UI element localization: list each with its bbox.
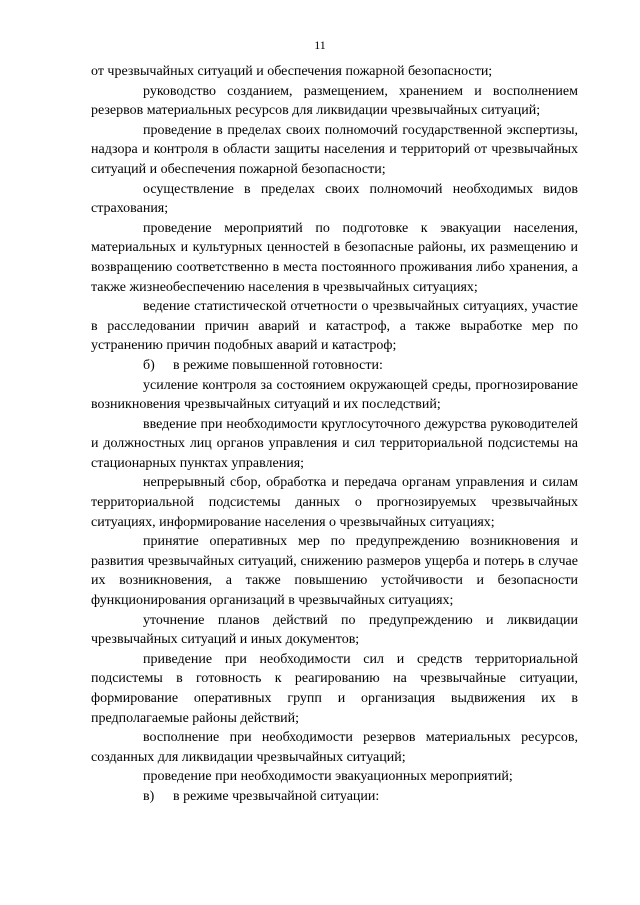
paragraph: от чрезвычайных ситуаций и обеспечения пожарной безопасности; (91, 64, 493, 79)
document-body (91, 62, 578, 807)
page-number: 11 (314, 38, 326, 52)
paragraph: проведение мероприятий по подготовке к эвакуации населения, материальных и культурных ценностей в безопасные районы, их размещению и возвращению соответственно в места постоянного проживания либо хранения, а также жизнеобеспечению населения в чрезвычайных ситуациях; (91, 220, 578, 295)
paragraph: принятие оперативных мер по предупреждению возникновения и развития чрезвычайных ситуаций, снижению размеров ущерба и потерь в случае их возникновения, а также повышению устойчивости и безопасности функционирования организаций в чрезвычайных ситуациях; (91, 534, 578, 609)
list-item-b (91, 356, 578, 376)
paragraph: ведение статистической отчетности о чрезвычайных ситуациях, участие в расследовании причин аварий и катастроф, а также выработке мер по устранению причин подобных аварий и катастроф; (91, 299, 578, 354)
list-item-text: в режиме чрезвычайной ситуации: (173, 788, 380, 804)
list-item-text: в режиме повышенной готовности: (173, 357, 383, 373)
list-marker: б) (143, 357, 155, 373)
paragraph: осуществление в пределах своих полномочий необходимых видов страхования; (91, 181, 578, 217)
list-marker: в) (143, 788, 155, 804)
paragraph: проведение при необходимости эвакуационных мероприятий; (143, 769, 513, 785)
list-item-v (91, 787, 578, 807)
paragraph: усиление контроля за состоянием окружающей среды, прогнозирование возникновения чрезвычайных ситуаций и их последствий; (91, 377, 578, 413)
paragraph: приведение при необходимости сил и средств территориальной подсистемы в готовность к реагированию на чрезвычайные ситуации, формирование оперативных групп и организация выдвижения их в предполагаемые районы действий; (91, 651, 578, 726)
paragraph: введение при необходимости круглосуточного дежурства руководителей и должностных лиц органов управления и сил территориальной подсистемы на стационарных пунктах управления; (91, 416, 578, 471)
paragraph: проведение в пределах своих полномочий государственной экспертизы, надзора и контроля в области защиты населения и территорий от чрезвычайных ситуаций и обеспечения пожарной безопасности; (91, 122, 578, 177)
paragraph: уточнение планов действий по предупреждению и ликвидации чрезвычайных ситуаций и иных документов; (91, 612, 578, 648)
paragraph: руководство созданием, размещением, хранением и восполнением резервов материальных ресурсов для ликвидации чрезвычайных ситуаций; (91, 83, 578, 119)
paragraph: непрерывный сбор, обработка и передача органам управления и силам территориальной подсистемы данных о прогнозируемых чрезвычайных ситуациях, информирование населения о чрезвычайных ситуациях; (91, 475, 578, 530)
paragraph: восполнение при необходимости резервов материальных ресурсов, созданных для ликвидации чрезвычайных ситуаций; (91, 730, 578, 765)
